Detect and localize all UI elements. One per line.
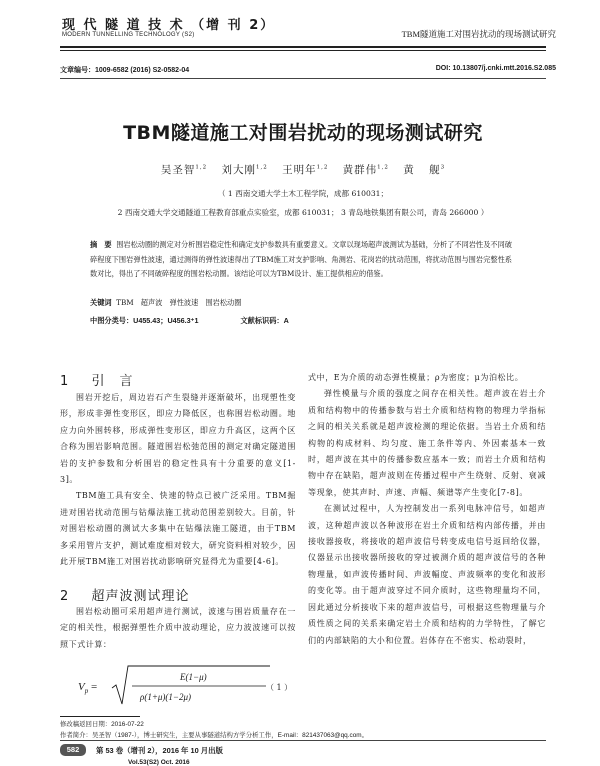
journal-name-cn: 现 代 隧 道 技 术 （增 刊 2） xyxy=(62,18,276,33)
abstract xyxy=(90,238,512,282)
paragraph: 围岩开挖后，周边岩石产生裂缝并逐渐破坏，出现塑性变形，形成非弹性变形区，即应力降低区，也称围岩松动圈。地应力向外围转移，形成弹性变形区，即应力升高区，这两个区合称为围岩影响范围。隧道围岩松弛范围的测定对确定隧道围岩的支护参数和分析围岩的稳定性具有十分重要的意义[1-3]。 xyxy=(60,393,296,485)
author-name: 刘大刚 xyxy=(221,164,256,176)
section-number: 1 xyxy=(60,374,70,389)
section-number: 2 xyxy=(60,589,70,604)
issue-info: 第 53 卷（增刊 2），2016 年 10 月出版 xyxy=(96,746,223,755)
section-title: 引 言 xyxy=(91,374,134,389)
author-affiliation-mark: 1,2 xyxy=(195,164,208,171)
equation-number: （ 1 ） xyxy=(266,683,293,692)
abstract-label: 摘 要 xyxy=(90,240,112,249)
class-number: 中图分类号：U455.43；U456.3⁺1 xyxy=(90,316,199,325)
equation-1 xyxy=(70,660,300,712)
paragraph: 式中，E为介质的动态弹性模量；ρ为密度；μ为泊松比。 xyxy=(308,373,524,382)
author-affiliation-mark: 3 xyxy=(440,164,446,171)
author-name: 黄群伟 xyxy=(342,164,378,176)
paragraph: 弹性模量与介质的强度之间存在相关性。超声波在岩土介质和结构物中的传播参数与岩土介质和结构物的物理力学指标之间的相关关系就是超声波检测的理论依据。当岩土介质和结构物的构成材料、均匀度、施工条件等内、外因素基本一致时，超声波在其中的传播参数应基本一致；而岩土介质和结构物中存在缺陷，超声波则在传播过程中产生绕射、反射、衰减等现象，使其声时、声速、声幅、频谱等产生变化[7-8]。 xyxy=(308,389,546,497)
section-2-heading xyxy=(60,585,189,604)
footnote-author: 作者简介：吴圣智（1987-），博士研究生，主要从事隧道结构方学分析工作，E-mail：821437063@qq.com。 xyxy=(60,732,368,739)
volume-info: Vol.53(S2) Oct. 2016 xyxy=(128,759,190,766)
running-title: TBM隧道施工对围岩扰动的现场测试研究 xyxy=(401,29,556,39)
equation-denominator: ρ(1+μ)(1−2μ) xyxy=(140,692,191,702)
section-2-body xyxy=(60,604,296,653)
footnote-received: 修改稿返回日期：2016-07-22 xyxy=(60,721,144,728)
section-1-heading xyxy=(60,370,133,389)
keywords-label: 关键词 xyxy=(90,298,112,307)
author-affiliation-mark: 1,2 xyxy=(255,164,268,171)
section-title: 超声波测试理论 xyxy=(91,589,190,604)
article-number: 文章编号：1009-6582 (2016) S2-0582-04 xyxy=(60,67,190,74)
meta-rule xyxy=(60,78,546,79)
paragraph: TBM施工具有安全、快速的特点已被广泛采用。TBM掘进对围岩扰动范围与钻爆法施工扰动范围差别较大。目前，针对围岩松动圈的测试大多集中在钻爆法施工隧道，由于TBM多采用管片支护，测试难度相对较大，研究资料相对较少，因此开展TBM施工对围岩扰动影响研究显得尤为重要[4-6]。 xyxy=(60,491,296,567)
author-name: 黄 舰 xyxy=(403,164,441,176)
affiliation-2: 2 西南交通大学交通隧道工程教育部重点实验室，成都 610031； 3 青岛地铁集团有限公司，青岛 266000 ） xyxy=(117,208,489,217)
footnote-rule xyxy=(60,716,140,717)
paragraph: 围岩松动圈可采用超声进行测试，波速与围岩质量存在一定的相关性，根据弹塑性介质中波动理论，应力波波速可以按照下式计算： xyxy=(60,607,296,649)
page-number: 582 xyxy=(60,744,86,756)
affiliation-1: （ 1 西南交通大学土木工程学院，成都 610031； xyxy=(217,189,389,198)
author-name: 吴圣智 xyxy=(160,164,196,176)
author-name: 王明年 xyxy=(282,164,317,176)
classification-line xyxy=(90,316,512,326)
article-title: TBM隧道施工对围岩扰动的现场测试研究 xyxy=(123,122,483,144)
equation-lhs: $V_p$ = xyxy=(78,681,98,695)
document-code: 文献标识码：A xyxy=(240,316,289,325)
keywords xyxy=(90,298,512,308)
footer-rule xyxy=(60,740,546,741)
author-affiliation-mark: 1,2 xyxy=(377,164,389,171)
right-column-body xyxy=(308,370,546,649)
journal-name-en: MODERN TUNNELLING TECHNOLOGY (S2) xyxy=(62,32,195,38)
keywords-text: TBM 超声波 弹性波速 围岩松动圈 xyxy=(116,298,242,307)
author-affiliation-mark: 1,2 xyxy=(316,164,329,171)
author-list xyxy=(60,162,546,177)
section-1-body xyxy=(60,390,296,570)
equation-numerator: E(1−μ) xyxy=(180,672,207,682)
paragraph: 在测试过程中，人为控制发出一系列电脉冲信号，如超声波，这种超声波以各种波形在岩土介质和结构内部传播，并由接收器接收，将接收的超声波信号转变成电信号返回给仪器，仪器显示出接收器所接收的穿过被测介质的超声波信号的各种物理量，如声波传播时间、声波幅度、声波频率的变化和波形的变化等。由于超声波穿过不同介质时，这些物理量均不同，因此通过分析接收下来的超声波信号，可根据这些物理量与介质性质之间的关系来确定岩土介质和结构的力学特性，了解它们的内部缺陷的大小和位置。岩体存在不密实、松动裂时， xyxy=(308,504,546,645)
header-rule xyxy=(60,46,546,48)
header-rule-thin xyxy=(60,50,546,51)
doi: DOI: 10.13807/j.cnki.mtt.2016.S2.085 xyxy=(435,65,556,72)
abstract-text: 围岩松动圈的测定对分析围岩稳定性和确定支护参数具有重要意义。文章以现场超声波测试为基础，分析了不同岩性及不同破碎程度下围岩弹性波速，通过测得的弹性波速得出了TBM施工对支护影响、角测岩、花岗岩的扰动范围，将扰动范围与围岩完整性系数对比，得出了不同破碎程度的围岩松动圈。该结论可以为TBM设计、施工提供相应的借鉴。 xyxy=(90,240,512,278)
